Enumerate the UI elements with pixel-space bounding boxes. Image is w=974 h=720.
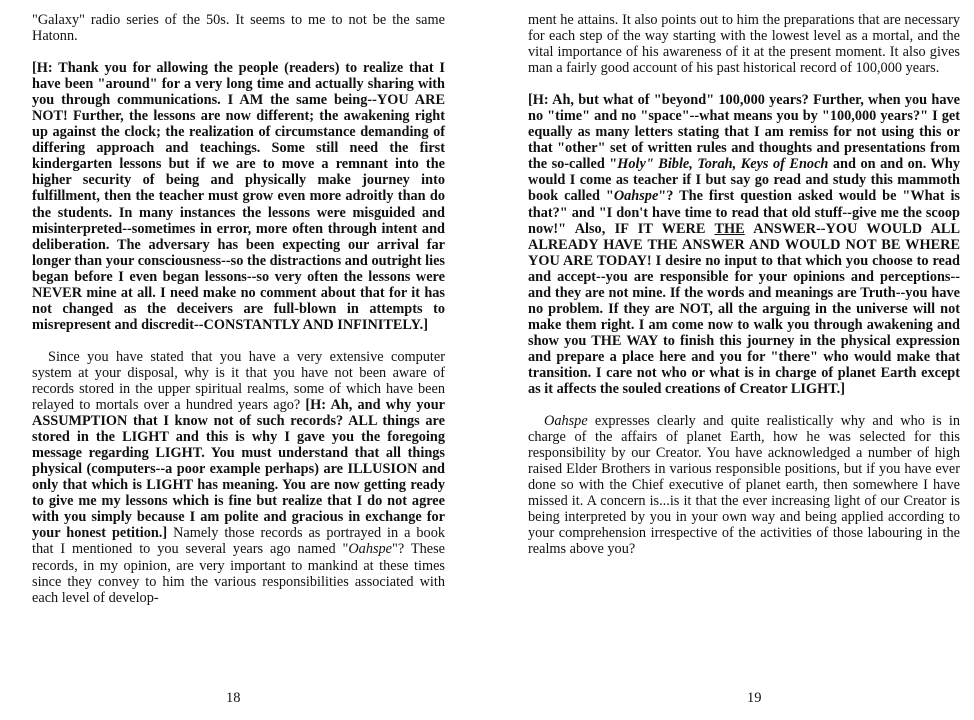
left-tail-2: "? These records, in my opinion, are very important to mankind at these times since they convey to him the various responsibilities associated with each level of develop- [32,541,445,606]
right-final-paragraph [528,413,960,557]
left-book-title: Oahspe [348,541,393,558]
left-question-paragraph [32,349,445,606]
right-h-c: "? The first question asked would be "What is that?" and "I don't have time to read that old stuff--give me the scoop now!" Also, IF IT WERE [528,188,960,237]
left-hatonn-block-1: [H: Thank you for allowing the people (readers) to realize that I have been "around" for a very long time and actually sharing with you through communications. I AM the same being--YOU ARE NOT! Further, the lessons are now different; the awakening right up against the clock; the realization of circumstance demanding of differing approach and teachings. Some still need the first kindergarten lessons but if we are to move a remnant into the higher security of being and physically make journey into fulfillment, then the teacher must grow even more adroitly than do the students. In many instances the lessons were misguided and misinterpreted--sometimes in error, more often through intent and deliberation. The adversary has been expecting our arrival far longer than your consciousness--so the distractions and outright lies began before I even began lessons--so very often the lessons were NEVER mine at all. I need make no comment about that for it has not changed as the deceivers are full-blown in attempts to misrepresent and discredit--CONSTANTLY AND INFINITELY.] [32,60,445,333]
right-holy-titles: Holy" Bible, Torah, Keys of Enoch [617,156,829,173]
right-page [528,12,960,558]
left-top-text: "Galaxy" radio series of the 50s. It seems to me to not be the same Hatonn. [32,12,445,45]
right-the-underlined: THE [714,220,745,237]
right-top-text: ment he attains. It also points out to him the preparations that are necessary for each step of the way starting with the lowest level as a mortal, and the vital importance of his awareness of it at the present moment. It also gives man a fairly good account of his past historical record of 100,000 years. [528,12,960,77]
right-final-book-title: Oahspe [544,413,588,430]
page-number-left: 18 [226,690,241,706]
left-hatonn-block-2: [H: Ah, and why your ASSUMPTION that I know not of such records? ALL things are stored in the LIGHT and this is why I gave you the foregoing message regarding LIGHT. You must understand that all things physical (computers--a poor example perhaps) are ILLUSION and only that which is LIGHT has meaning. You are now getting ready to give me my lessons which is fine but realize that I do not agree with you simply because I am polite and gracious in exchange for your honest petition.] [32,397,445,542]
left-tail-1: Namely those records as portrayed in a book that I mentioned to you several years ago named " [32,525,446,558]
question-text: Since you have stated that you have a very extensive computer system at your disposal, why is it that you have not been aware of records stored in the upper spiritual realms, some of which have been relayed to mortals over a hundred years ago? [32,348,445,414]
right-h-d: ANSWER--YOU WOULD ALL ALREADY HAVE THE ANSWER AND WOULD NOT BE WHERE YOU ARE TODAY! I desire no input to that which you choose to read and accept--you are responsible for your opinions and perceptions--and they are not mine. If the words and meanings are Truth--you have no problem. If they are NOT, all the arguing in the universe will not make them right. I am come now to walk you through awakening and show you THE WAY to finish this journey in the physical expression and prepare a place here and you for "there" who would make that transition. I care not who or what is in charge of planet Earth except as it affects the souled creations of Creator LIGHT.] [528,220,960,398]
right-h-a: [H: Ah, but what of "beyond" 100,000 years? Further, when you have no "time" and no "space"--what means you by "100,000 years?" I get equally as many letters stating that I am remiss for not using this or that "other" set of written rules and thoughts and presentations from the so-called " [528,92,960,173]
right-hatonn-block [528,92,960,397]
page-number-right: 19 [747,690,762,706]
right-oahspe-title: Oahspe [613,188,659,205]
right-h-b: and on and on. Why would I come as teacher if I but say go read and study this mammoth book called " [528,156,960,205]
right-final-text: expresses clearly and quite realistically why and who is in charge of the affairs of planet Earth, how he was selected for this responsibility by our Creator. You have acknowledged a number of high raised Elder Brothers in various responsible positions, but if you have ever done so with the Chief executive of planet earth, then somewhere I have missed it. A concern is...is it that the ever increasing light of our Creator is being interpreted by you in your own way and being applied according to your comprehension irrespective of the activities of those labouring in the realms above you? [528,413,960,558]
left-page [32,12,445,606]
